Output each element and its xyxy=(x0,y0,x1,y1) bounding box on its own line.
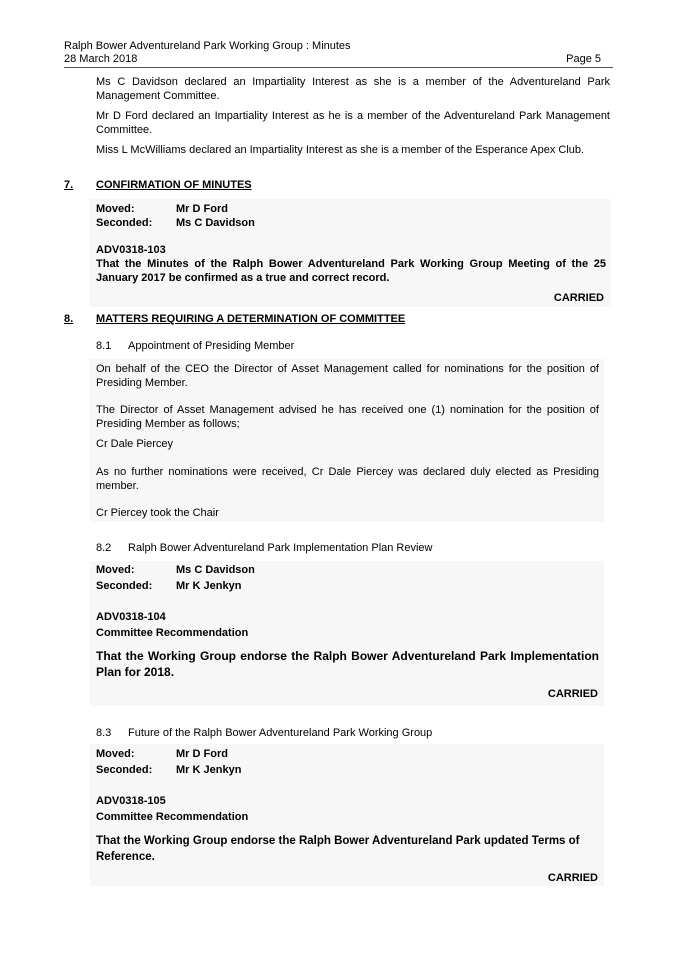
item-8-1-p2: The Director of Asset Management advised he has received one (1) nomination for the position of Presiding Member as follows; xyxy=(96,404,599,430)
item-8-2-heading xyxy=(96,542,433,555)
item-8-1-p5: Cr Piercey took the Chair xyxy=(96,507,219,519)
header-date: 28 March 2018 xyxy=(64,53,138,65)
section-8-title: MATTERS REQUIRING A DETERMINATION OF COMMITTEE xyxy=(96,313,406,325)
s7-resolution-ref: ADV0318-103 xyxy=(96,244,166,256)
item-8-3-heading xyxy=(96,727,432,740)
item-8-1-p3: Cr Dale Piercey xyxy=(96,438,174,450)
item-8-3-title: Future of the Ralph Bower Adventureland Park Working Group xyxy=(128,727,433,739)
s82-resolution-ref: ADV0318-104 xyxy=(96,611,166,623)
s83-motion: That the Working Group endorse the Ralph Bower Adventureland Park updated Terms of Reference. xyxy=(96,835,580,863)
page-header xyxy=(64,40,613,68)
s7-motion: That the Minutes of the Ralph Bower Adventureland Park Working Group Meeting of the 25 January 2017 be confirmed as a true and correct record. xyxy=(96,258,606,284)
s82-moved-label: Moved: xyxy=(96,564,135,576)
s82-result: CARRIED xyxy=(547,688,598,700)
item-8-2-number: 8.2 xyxy=(96,542,112,554)
s82-seconded-label: Seconded: xyxy=(96,580,153,592)
header-title: Ralph Bower Adventureland Park Working Group : Minutes xyxy=(64,40,351,52)
s82-motion: That the Working Group endorse the Ralph Bower Adventureland Park Implementation Plan for 2018. xyxy=(96,649,599,679)
section-8-number: 8. xyxy=(64,313,74,325)
s83-result: CARRIED xyxy=(547,872,598,884)
s83-committee-rec: Committee Recommendation xyxy=(96,811,249,823)
item-8-1-heading xyxy=(96,340,294,353)
section-7-title: CONFIRMATION OF MINUTES xyxy=(96,179,252,191)
item-8-1-p4: As no further nominations were received, Cr Dale Piercey was declared duly elected as Presiding member. xyxy=(96,466,599,492)
item-8-1-p1: On behalf of the CEO the Director of Asset Management called for nominations for the position of Presiding Member. xyxy=(96,363,599,389)
s7-result: CARRIED xyxy=(553,292,604,304)
s83-moved-label: Moved: xyxy=(96,748,135,760)
item-8-1-title: Appointment of Presiding Member xyxy=(128,340,295,352)
s7-seconded-value: Ms C Davidson xyxy=(176,217,255,229)
s83-seconded-value: Mr K Jenkyn xyxy=(176,764,242,776)
s83-moved-value: Mr D Ford xyxy=(176,748,228,760)
s82-moved-value: Ms C Davidson xyxy=(176,564,255,576)
s82-committee-rec: Committee Recommendation xyxy=(96,627,249,639)
declaration-mcwilliams: Miss L McWilliams declared an Impartiality Interest as she is a member of the Esperance Apex Club. xyxy=(96,144,585,156)
s7-seconded-label: Seconded: xyxy=(96,217,153,229)
s83-seconded-label: Seconded: xyxy=(96,764,153,776)
declaration-davidson: Ms C Davidson declared an Impartiality Interest as she is a member of the Adventureland Park Management Committee. xyxy=(96,76,610,102)
item-8-3-number: 8.3 xyxy=(96,727,112,739)
page-number: Page 5 xyxy=(566,53,601,65)
s83-resolution-ref: ADV0318-105 xyxy=(96,795,166,807)
s7-moved-label: Moved: xyxy=(96,203,135,215)
s82-seconded-value: Mr K Jenkyn xyxy=(176,580,242,592)
section-7-resolution-box xyxy=(90,199,611,307)
item-8-2-title: Ralph Bower Adventureland Park Implementation Plan Review xyxy=(128,542,433,554)
item-8-1-number: 8.1 xyxy=(96,340,112,352)
section-7-number: 7. xyxy=(64,179,74,191)
s7-moved-value: Mr D Ford xyxy=(176,203,228,215)
declaration-ford: Mr D Ford declared an Impartiality Interest as he is a member of the Adventureland Park Management Committee. xyxy=(96,110,610,136)
